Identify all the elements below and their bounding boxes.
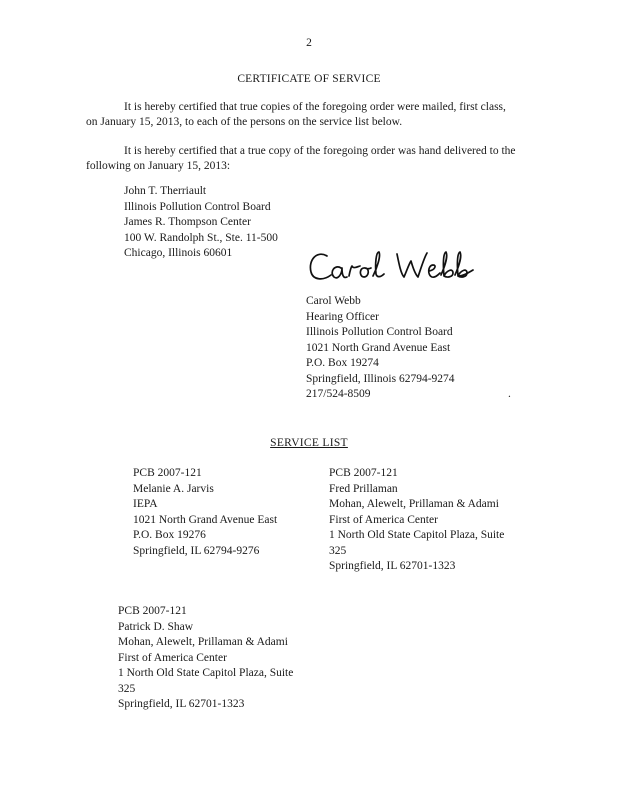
signer-city: Springfield, Illinois 62794-9274 [306, 372, 455, 385]
certificate-paragraph-hand-delivered [86, 144, 516, 173]
signer-organization: Illinois Pollution Control Board [306, 326, 453, 338]
recipient-address-line: First of America Center [118, 651, 227, 664]
recipient-organization: IEPA [133, 498, 158, 510]
recipient-address-line: 1021 North Grand Avenue East [133, 513, 278, 526]
recipient-name: Melanie A. Jarvis [133, 482, 214, 495]
address-line: James R. Thompson Center [124, 216, 251, 228]
signer-po-box: P.O. Box 19274 [306, 357, 379, 369]
address-line: Illinois Pollution Control Board [124, 200, 271, 213]
recipient-name: Patrick D. Shaw [118, 620, 194, 633]
signer-street: 1021 North Grand Avenue East [306, 341, 451, 354]
recipient-address-line: P.O. Box 19276 [133, 529, 206, 541]
case-number: PCB 2007-121 [118, 605, 187, 617]
case-number: PCB 2007-121 [133, 467, 202, 479]
trailing-mark: . [508, 388, 511, 400]
board-address-block [124, 184, 278, 262]
paragraph-hand-delivered-text: It is hereby certified that a true copy of the foregoing order was hand delivered to the following on January 15, 2013: [86, 145, 516, 172]
recipient-address-line: Springfield, IL 62794-9276 [133, 544, 260, 557]
paragraph-mailed-text: It is hereby certified that true copies of the foregoing order were mailed, first class, on January 15, 2013, to each of the persons on the service list below. [86, 101, 506, 128]
certificate-title: CERTIFICATE OF SERVICE [237, 73, 381, 85]
certificate-paragraph-mailed [86, 100, 516, 129]
hearing-officer-block [306, 294, 511, 403]
service-list-title: SERVICE LIST [270, 437, 348, 449]
recipient-address-line: First of America Center [329, 513, 438, 526]
address-line: Chicago, Illinois 60601 [124, 247, 233, 259]
signer-phone-row [306, 387, 511, 403]
handwritten-signature [305, 246, 495, 288]
recipient-address-line: 325 [118, 682, 136, 695]
recipient-address-line: 1 North Old State Capitol Plaza, Suite [118, 667, 294, 679]
service-list-entry [329, 466, 504, 575]
page-number: 2 [306, 37, 312, 49]
service-list-entry [118, 604, 293, 713]
address-line: 100 W. Randolph St., Ste. 11-500 [124, 231, 278, 244]
signer-title: Hearing Officer [306, 310, 379, 323]
recipient-address-line: 1 North Old State Capitol Plaza, Suite [329, 529, 505, 541]
signer-phone: 217/524-8509 [306, 388, 371, 400]
recipient-organization: Mohan, Alewelt, Prillaman & Adami [118, 636, 288, 648]
signer-name: Carol Webb [306, 295, 361, 307]
recipient-organization: Mohan, Alewelt, Prillaman & Adami [329, 498, 499, 510]
signature-image [305, 246, 495, 288]
address-line: John T. Therriault [124, 185, 207, 197]
recipient-address-line: 325 [329, 544, 347, 557]
service-list-entry [133, 466, 277, 559]
recipient-name: Fred Prillaman [329, 482, 398, 495]
recipient-address-line: Springfield, IL 62701-1323 [118, 698, 245, 710]
case-number: PCB 2007-121 [329, 467, 398, 479]
recipient-address-line: Springfield, IL 62701-1323 [329, 560, 456, 572]
